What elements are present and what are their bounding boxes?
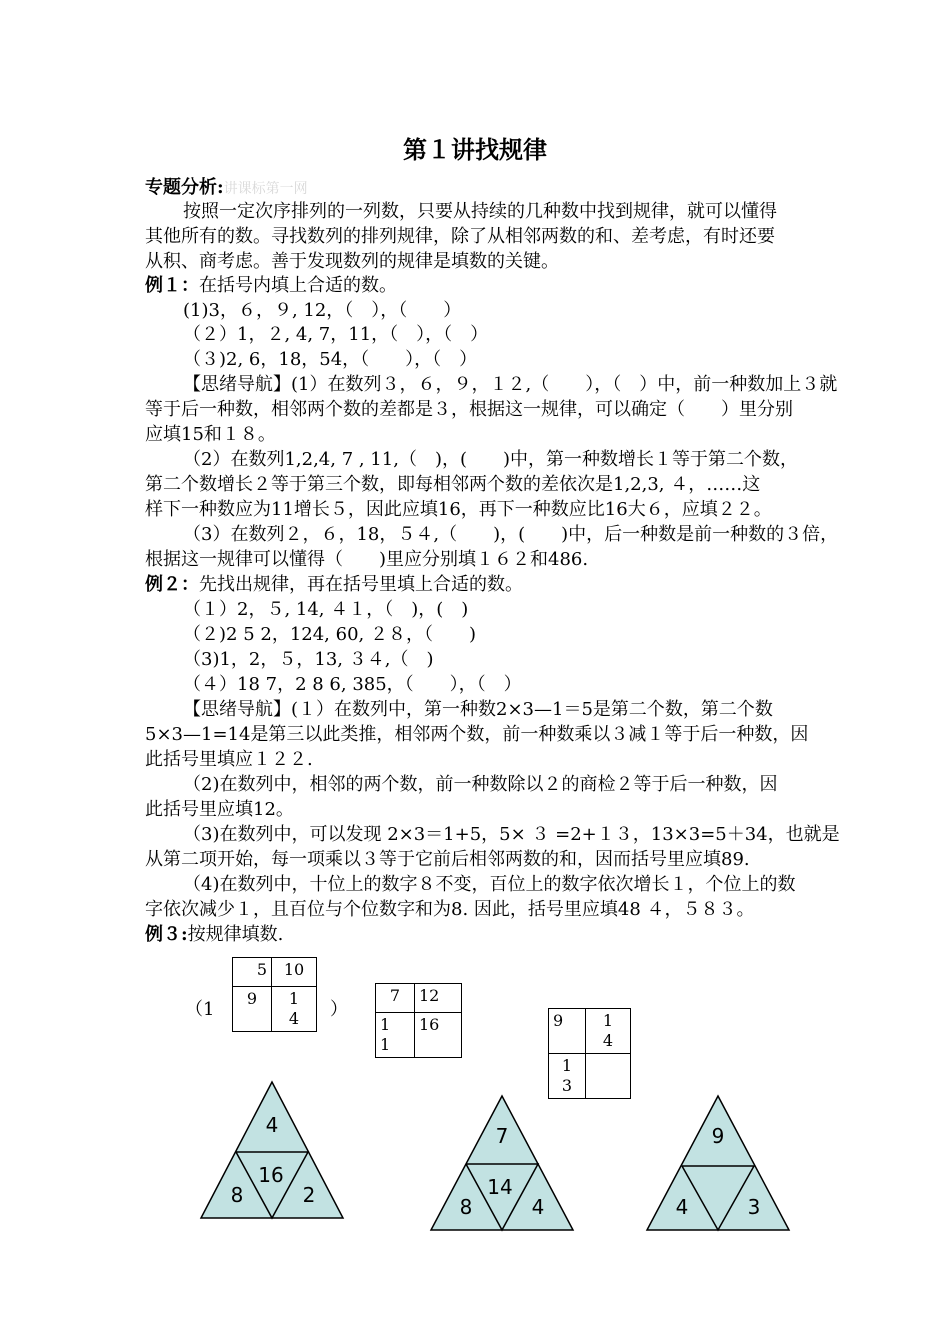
watermark: 讲课标第一网 — [223, 181, 308, 197]
grid-1-cell-tl: 5 — [233, 958, 272, 987]
paren-open: （1 — [185, 999, 215, 1020]
triangle-1-outer — [201, 1082, 343, 1218]
example-2-guide-5: 此括号里应填12。 — [145, 799, 294, 820]
section-label: 专题分析: — [145, 177, 224, 198]
triangle-1 — [201, 1082, 343, 1218]
example-2-guide-6: （3)在数列中，可以发现 2×3＝1+5，5× ３ =2+１３，13×3=5＋34，也就是 — [183, 824, 840, 845]
triangle-2-center: 14 — [487, 1175, 513, 1199]
triangle-2-left: 8 — [459, 1195, 473, 1219]
example-1-guide-3: 应填15和１８。 — [145, 424, 276, 445]
grid-2-cell-tl: 7 — [376, 984, 415, 1013]
example-2-guide-2: 5×3—1=14是第三以此类推，相邻两个数，前一种数乘以３减１等于后一种数，因 — [145, 724, 809, 745]
triangle-2 — [431, 1096, 573, 1230]
grid-2-cell-tr: 12 — [415, 984, 462, 1013]
intro-line-2: 其他所有的数。寻找数列的排列规律，除了从相邻两数的和、差考虑，有时还要 — [145, 226, 775, 247]
example-2-guide-1: 【思绪导航】(１）在数列中，第一种数2×3—1＝5是第二个数，第二个数 — [183, 699, 773, 720]
grid-2-cell-bl: 1 1 — [376, 1013, 415, 1058]
triangle-3-right: 3 — [747, 1195, 761, 1219]
example-2-label: 例２： — [145, 574, 199, 595]
triangle-1-right: 2 — [302, 1183, 316, 1207]
grid-1-cell-br: 1 4 — [272, 987, 317, 1032]
example-2-guide-7: 从第二项开始，每一项乘以３等于它前后相邻两数的和，因而括号里应填89. — [145, 849, 750, 870]
triangle-2-right: 4 — [531, 1195, 545, 1219]
triangle-2-outer — [431, 1096, 573, 1230]
example-2-prompt: 先找出规律，再在括号里填上合适的数。 — [199, 574, 523, 595]
grid-1-cell-bl: 9 — [233, 987, 272, 1032]
grid-3-cell-bl: 1 3 — [549, 1054, 586, 1099]
example-1-guide-8: 根据这一规律可以懂得（ )里应分别填１６２和486. — [145, 549, 589, 570]
grid-2-cell-br: 16 — [415, 1013, 462, 1058]
triangle-1-left: 8 — [230, 1183, 244, 1207]
example-1-label: 例１： — [145, 275, 199, 296]
grid-3-cell-tr: 1 4 — [586, 1009, 631, 1054]
example-2-item-2: （２)2 5 2，124, 60, ２８，（ ) — [183, 624, 476, 645]
grid-1-cell-tr: 10 — [272, 958, 317, 987]
triangle-1-top: 4 — [265, 1113, 279, 1137]
example-1-item-2: （２）1，２, 4, 7，11，（ ），（ ） — [183, 324, 489, 345]
triangle-2-top: 7 — [495, 1124, 509, 1148]
example-2-item-1: （１）2，５, 14, ４１，（ )，( ) — [183, 599, 469, 620]
example-1-guide-6: 样下一种数应为11增长５，因此应填16，再下一种数应比16大６，应填２２。 — [145, 499, 772, 520]
example-1-guide-4: （2）在数列1,2,4, 7 , 11,（ )，( )中，第一种数增长１等于第二个数， — [183, 449, 799, 470]
example-2-item-4: （４）18 7，2 8 6, 385，（ ），（ ） — [183, 674, 522, 695]
example-1-guide-7: （3）在数列２，６，18，５４,（ )，( )中，后一种数是前一种数的３倍， — [183, 524, 839, 545]
page-title: 第１讲找规律 — [403, 135, 547, 164]
triangle-3-top: 9 — [711, 1124, 725, 1148]
example-2-guide-4: （2)在数列中，相邻的两个数，前一种数除以２的商检２等于后一种数，因 — [183, 774, 778, 795]
example-3-label: 例３: — [145, 924, 188, 945]
example-2-guide-9: 字依次减少１，且百位与个位数字和为8. 因此，括号里应填48 ４，５８３。 — [145, 899, 755, 920]
example-3-prompt: 按规律填数. — [187, 924, 284, 945]
example-1-item-1: (1)3，６，９, 12，（ ），（ ） — [183, 300, 462, 321]
grid-3-cell-tl: 9 — [549, 1009, 586, 1054]
triangle-3 — [647, 1096, 789, 1230]
intro-line-3: 从积、商考虑。善于发现数列的规律是填数的关键。 — [145, 251, 559, 272]
example-1-guide-1: 【思绪导航】(1）在数列３，６，９，１２,（ ），（ ）中，前一种数加上３就 — [183, 374, 838, 395]
triangle-1-center: 16 — [258, 1163, 284, 1187]
example-2-item-3: （3)1，2，５，13, ３４,（ ) — [183, 649, 434, 670]
example-2-guide-3: 此括号里填应１２２. — [145, 749, 313, 770]
paren-close: ） — [330, 999, 348, 1020]
example-1-guide-5: 第二个数增长２等于第三个数，即每相邻两个数的差依次是1,2,3, ４，……这 — [145, 474, 761, 495]
triangle-3-left: 4 — [675, 1195, 689, 1219]
intro-line-1: 按照一定次序排列的一列数，只要从持续的几种数中找到规律，就可以懂得 — [183, 201, 777, 222]
example-1-prompt: 在括号内填上合适的数。 — [199, 275, 397, 296]
example-1-item-3: （３)2, 6，18，54，（ ），（ ） — [183, 349, 478, 370]
example-1-guide-2: 等于后一种数，相邻两个数的差都是３，根据这一规律，可以确定（ ）里分别 — [145, 399, 793, 420]
triangle-3-outer — [647, 1096, 789, 1230]
example-2-guide-8: （4)在数列中，十位上的数字８不变，百位上的数字依次增长１，个位上的数 — [183, 874, 796, 895]
